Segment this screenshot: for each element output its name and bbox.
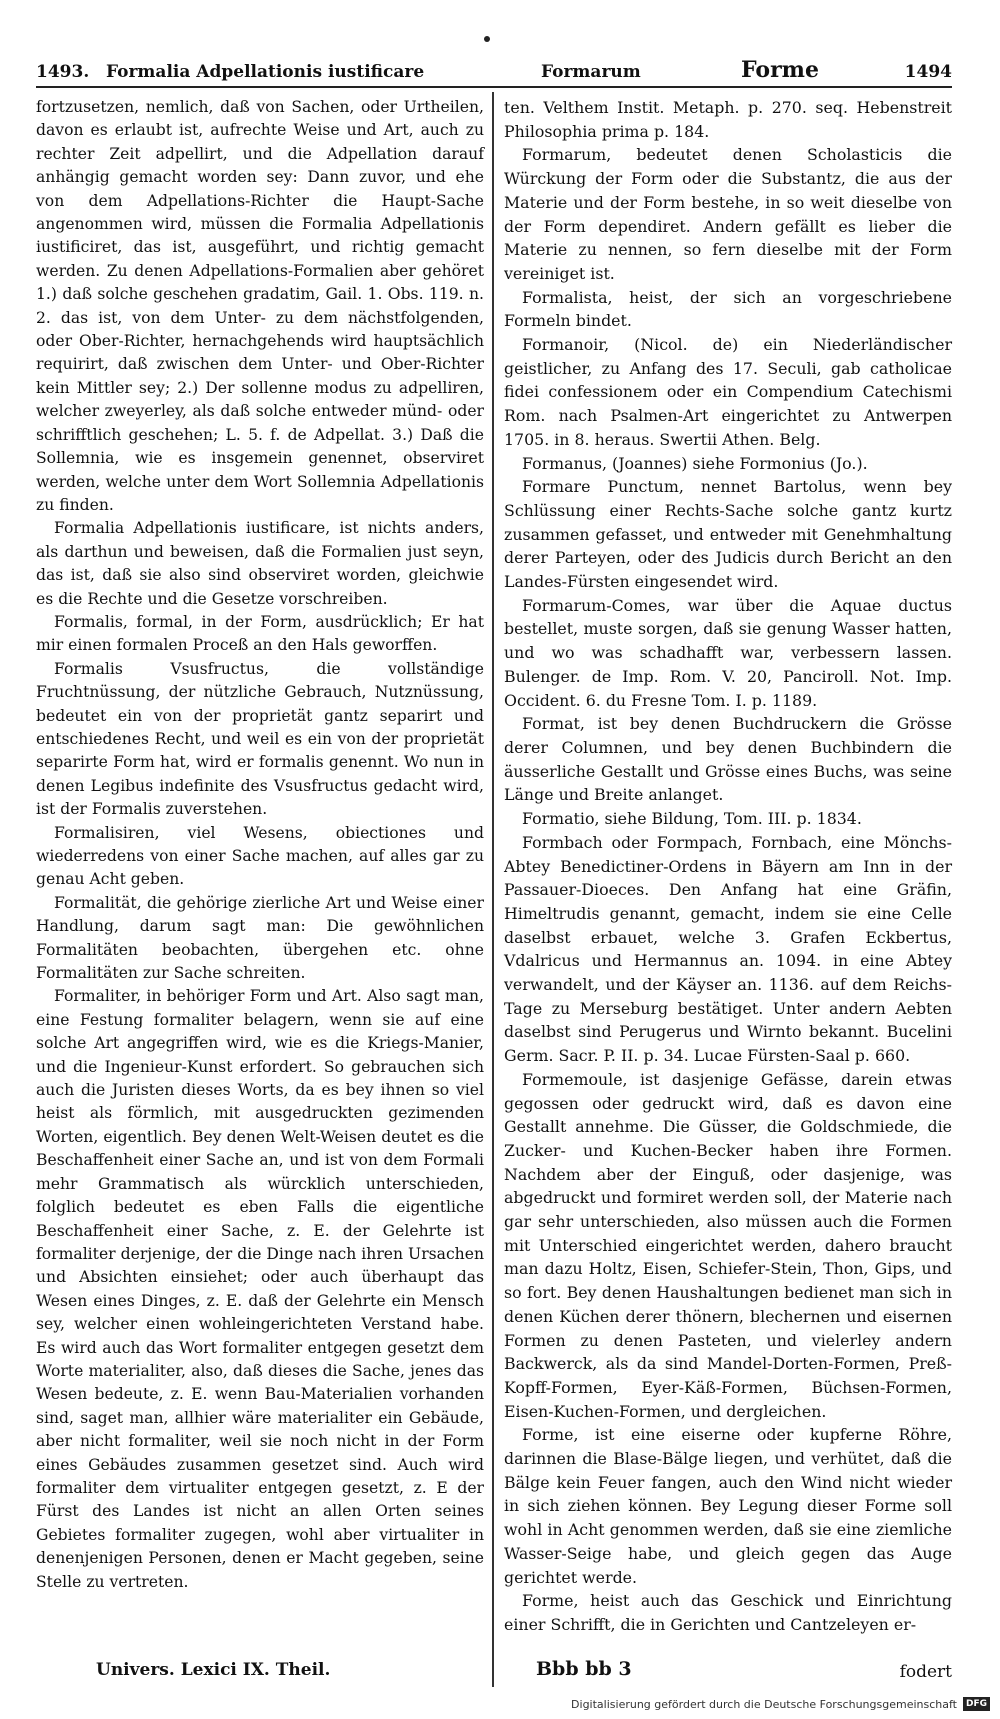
paragraph: Formalisiren, viel Wesens, obiectiones und wiederredens von einer Sache machen, auf alles gar zu genau Acht geben. xyxy=(36,823,484,889)
paragraph: Formaliter, in behöriger Form und Art. Also sagt man, eine Festung formaliter belagern, wenn sie auf eine solche Art angegriffen wird, wie es die Kriegs-Manier, und die Ingenieur-Kunst erfordert. So gebrauchen sich auch die Juristen dieses Worts, da es bey ihnen so viel heist als förmlich, mit ausgedruckten gezimenden Worten, eigentlich. Bey denen Welt-Weisen deutet es die Beschaffenheit einer Sache an, und ist von dem Formali mehr Grammatisch als würcklich unterschieden, folglich bedeutet es eben Falls die eigentliche Beschaffenheit einer Sache, z. E. der Gelehrte ist formaliter derjenige, der die Dinge nach ihren Ursachen und Absichten einsiehet; oder auch überhaupt das Wesen eines Dinges, z. E. daß der Gelehrte ein Mensch sey, welcher einen wohleingerichteten Verstand habe. Es wird auch das Wort formaliter entgegen gesetzt dem Worte materialiter, also, daß dieses die Sache, jenes das Wesen bedeute, z. E. wenn Bau-Materialien vorhanden sind, saget man, allhier wäre materialiter ein Gebäude, aber nicht formaliter, weil sie noch nicht in der Form eines Gebäudes zusammen gesetzet sind. Auch wird formaliter dem virtualiter entgegen gesetzt, z. E der Fürst des Landes ist nicht an allen Orten seines Gebietes formaliter zugegen, wohl aber virtualiter in denenjenigen Personen, denen er Macht gegeben, seine Stelle zu vertreten. xyxy=(36,987,484,1591)
paragraph: Formanoir, (Nicol. de) ein Niederländischer geistlicher, zu Anfang des 17. Seculi, gab catholicae fidei confessionem oder ein Compendium Catechismi Rom. nach Psalmen-Art eingerichtet zu Antwerpen 1705. in 8. heraus. Swertii Athen. Belg. xyxy=(504,335,952,449)
paragraph: Formalis Vsusfructus, die vollständige Fruchtnüssung, der nützliche Gebrauch, Nutznüssung, bedeutet ein von der proprietät gantz separirt und entschiedenes Recht, und weil es ein von der proprietät separirte Form hat, wird er formalis genennt. Wo nun in denen Legibus indefinite des Vsusfructus gedacht wird, ist der Formalis zuverstehen. xyxy=(36,659,484,819)
running-title-right: Formarum xyxy=(541,62,641,82)
column-divider xyxy=(492,92,494,1687)
document-page xyxy=(36,52,952,1692)
paragraph: Formarum-Comes, war über die Aquae ductus bestellet, muste sorgen, daß sie genung Wasser hatten, und wo was schadhafft war, verbessern lassen. Bulenger. de Imp. Rom. V. 20, Panciroll. Not. Imp. Occident. 6. du Fresne Tom. I. p. 1189. xyxy=(504,595,952,710)
paragraph: Formare Punctum, nennet Bartolus, wenn bey Schlüssung einer Rechts-Sache solche gantz kurtz zusammen gefasset, und entweder mit Genehmhaltung derer Parteyen, oder des Judicis durch Bericht an den Landes-Fürsten eingesendet wird. xyxy=(504,477,952,592)
paragraph: Formalista, heist, der sich an vorgeschriebene Formeln bindet. xyxy=(504,287,952,331)
paragraph: Format, ist bey denen Buchdruckern die Grösse derer Columnen, und bey denen Buchbindern die äusserliche Gestallt und Grösse eines Buchs, was seine Länge und Breite anlanget. xyxy=(504,714,952,805)
dfg-logo: DFG xyxy=(963,1697,990,1711)
paragraph: Formarum, bedeutet denen Scholasticis die Würckung der Form oder die Substantz, die aus der Materie und der Form bestehe, in so weit dieselbe von der Form dependiret. Andern gefällt es lieber die Materie zu nennen, so fern dieselbe mit der Form vereiniget ist. xyxy=(504,145,952,283)
digitization-credit xyxy=(571,1697,990,1711)
running-keyword: Forme xyxy=(741,57,819,83)
catchword-left: Univers. Lexici IX. Theil. xyxy=(96,1660,331,1680)
credit-text: Digitalisierung gefördert durch die Deutsche Forschungsgemeinschaft xyxy=(571,1697,957,1711)
left-column xyxy=(36,96,484,1594)
paragraph: Formanus, (Joannes) siehe Formonius (Jo.). xyxy=(522,453,868,473)
paragraph: ten. Velthem Instit. Metaph. p. 270. seq. Hebenstreit Philosophia prima p. 184. xyxy=(504,98,952,141)
paragraph: Formatio, siehe Bildung, Tom. III. p. 1834. xyxy=(522,809,862,829)
page-number-right: 1494 xyxy=(904,62,952,82)
paragraph: Formalia Adpellationis iustificare, ist nichts anders, als darthun und beweisen, daß die Formalien just seyn, das ist, daß sie also sind observiret worden, gleichwie es die Rechte und die Gesetze vorschreiben. xyxy=(36,519,484,608)
paragraph: Formalität, die gehörige zierliche Art und Weise einer Handlung, darum sagt man: Die gewöhnlichen Formalitäten beobachten, übergehen etc. ohne Formalitäten zur Sache schreiten. xyxy=(36,893,484,983)
paragraph: Forme, heist auch das Geschick und Einrichtung einer Schrifft, die in Gerichten und Cantzeleyen er- xyxy=(504,1591,952,1634)
page-number-left: 1493. xyxy=(36,62,90,82)
paragraph: Formemoule, ist dasjenige Gefässe, darein etwas gegossen oder gedruckt wird, daß es davon eine Gestallt annehme. Die Güsser, die Goldschmiede, die Zucker- und Kuchen-Becker haben ihre Formen. Nachdem aber der Einguß, oder dasjenige, was abgedruckt und formiret werden soll, der Materie nach gar sehr unterschieden, also müssen auch die Formen mit Unterschied eingerichtet werden, dahero braucht man dazu Holtz, Eisen, Schiefer-Stein, Thon, Gips, und so fort. Bey denen Haushaltungen bedienet man sich in denen Küchen derer thönern, blechernen und eisernen Formen zu denen Pasteten, und vielerley andern Backwerck, als da sind Mandel-Dorten-Formen, Preß-Kopff-Formen, Eyer-Käß-Formen, Büchsen-Formen, Eisen-Kuchen-Formen, und dergleichen. xyxy=(504,1069,952,1421)
catchword-right: fodert xyxy=(899,1662,952,1682)
running-title-left: Formalia Adpellationis iustificare xyxy=(106,62,425,82)
paragraph: fortzusetzen, nemlich, daß von Sachen, oder Urtheilen, davon es erlaubt ist, aufrechte Weise und Art, auch zu rechter Zeit adpellirt, und die Adpellation darauf anhängig gemacht worden sey: Dann zuvor, und ehe von dem Adpellations-Richter die Haupt-Sache angenommen wird, müssen die Formalia Adpellationis iustificiret, das ist, ausgeführt, und richtig gemacht werden. Zu denen Adpellations-Formalien aber gehöret 1.) daß solche geschehen gradatim, Gail. 1. Obs. 119. n. 2. das ist, von dem Unter- zu dem nächstfolgenden, oder Ober-Richter, hernachgehends wird hauptsächlich requirirt, daß zwischen dem Unter- und Ober-Richter kein Mittler sey; 2.) Der sollenne modus zu adpelliren, welcher zweyerley, als daß solche entweder münd- oder schrifftlich geschehen; L. 5. f. de Adpellat. 3.) Daß die Sollemnia, wie es insgemein genennet, observiret werden, welche unter dem Wort Sollemnia Adpellationis zu finden. xyxy=(36,98,484,514)
paragraph: Formalis, formal, in der Form, ausdrücklich; Er hat mir einen formalen Proceß an den Hals geworffen. xyxy=(36,612,484,655)
paragraph: Forme, ist eine eiserne oder kupferne Röhre, darinnen die Blase-Bälge liegen, und verhütet, daß die Bälge kein Feuer fangen, auch den Wind nicht wieder in sich ziehen können. Bey Legung dieser Forme soll wohl in Acht genommen werden, daß sie eine ziemliche Wasser-Seige habe, und gleich gegen das Auge gerichtet werde. xyxy=(504,1425,952,1587)
running-header xyxy=(36,52,952,88)
ink-dot xyxy=(484,36,490,42)
paragraph: Formbach oder Formpach, Fornbach, eine Mönchs-Abtey Benedictiner-Ordens in Bäyern am Inn in der Passauer-Dioeces. Den Anfang hat eine Gräfin, Himeltrudis genannt, gemacht, indem sie eine Celle daselbst erbauet, welche 3. Grafen Eckbertus, Vdalricus und Hermannus an. 1094. in eine Abtey verwandelt, und der Käyser an. 1136. auf dem Reichs-Tage zu Merseburg bestätiget. Unter andern Aebten daselbst sind Perugerus und Wirnto bekannt. Bucelini Germ. Sacr. P. II. p. 34. Lucae Fürsten-Saal p. 660. xyxy=(504,832,952,1066)
signature-mark: Bbb bb 3 xyxy=(536,1658,632,1680)
right-column xyxy=(504,96,952,1637)
